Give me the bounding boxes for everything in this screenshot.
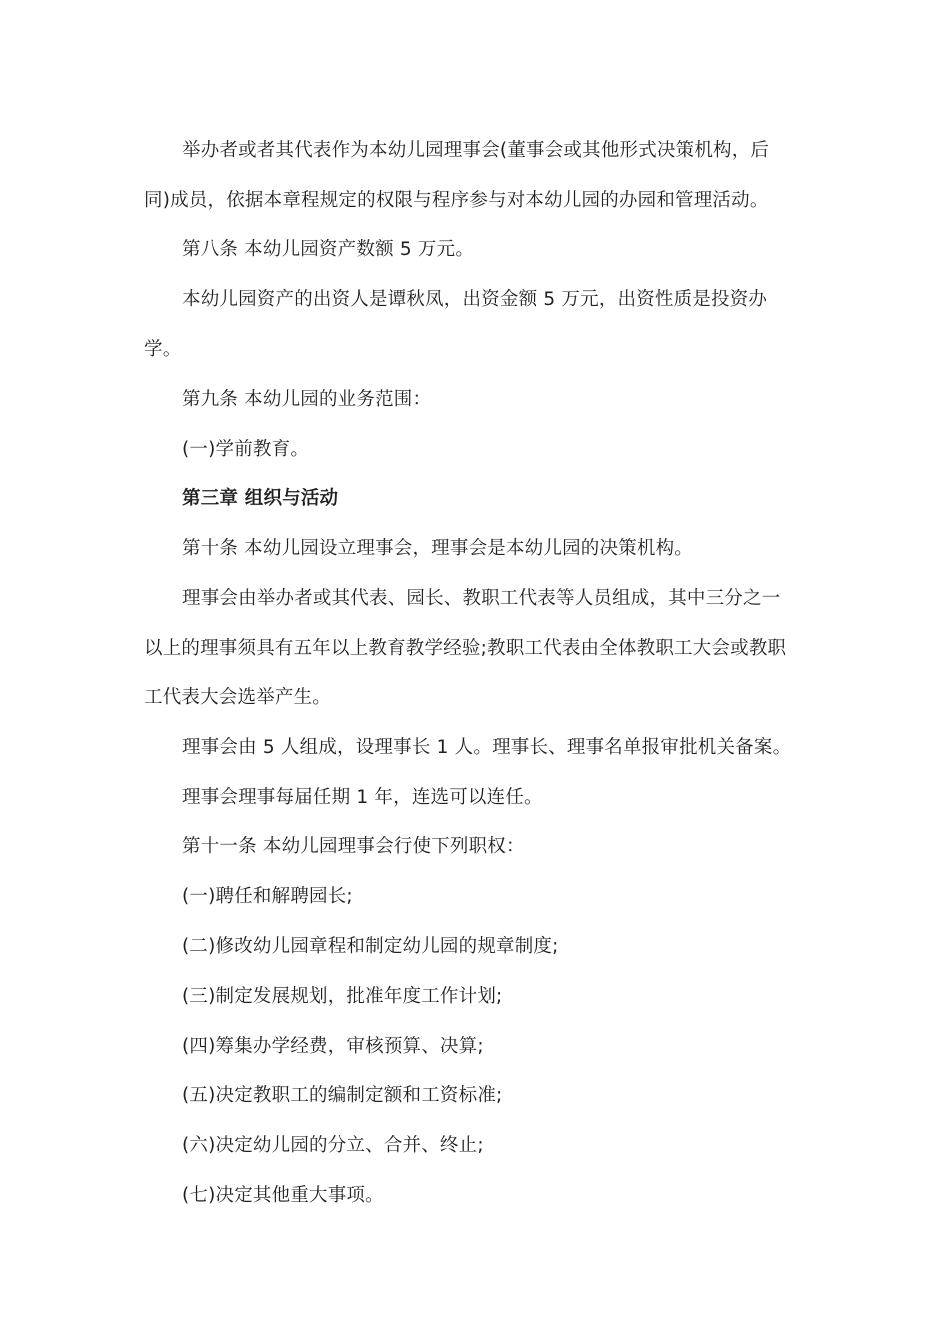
list-item: (五)决定教职工的编制定额和工资标准; <box>182 1085 503 1106</box>
paragraph-line: 举办者或者其代表作为本幼儿园理事会(董事会或其他形式决策机构，后 <box>182 140 770 161</box>
list-item: (七)决定其他重大事项。 <box>182 1185 384 1206</box>
paragraph-line: 学。 <box>144 339 182 360</box>
paragraph-line: 工代表大会选举产生。 <box>144 687 332 708</box>
paragraph-line: 理事会由 5 人组成，设理事长 1 人。理事长、理事名单报审批机关备案。 <box>182 737 792 758</box>
paragraph-line: 同)成员，依据本章程规定的权限与程序参与对本幼儿园的办园和管理活动。 <box>144 190 769 211</box>
article-11: 第十一条 本幼儿园理事会行使下列职权： <box>182 836 525 857</box>
paragraph-line: 以上的理事须具有五年以上教育教学经验;教职工代表由全体教职工大会或教职 <box>144 638 787 659</box>
article-8: 第八条 本幼儿园资产数额 5 万元。 <box>182 239 475 260</box>
list-item: (二)修改幼儿园章程和制定幼儿园的规章制度; <box>182 936 559 957</box>
list-item: (一)聘任和解聘园长; <box>182 886 353 907</box>
paragraph-line: 理事会理事每届任期 1 年，连选可以连任。 <box>182 787 543 808</box>
list-item: (三)制定发展规划，批准年度工作计划; <box>182 986 503 1007</box>
article-10: 第十条 本幼儿园设立理事会，理事会是本幼儿园的决策机构。 <box>182 538 693 559</box>
chapter-heading: 第三章 组织与活动 <box>182 488 339 509</box>
paragraph-line: 本幼儿园资产的出资人是谭秋凤，出资金额 5 万元，出资性质是投资办 <box>182 289 768 310</box>
list-item: (四)筹集办学经费，审核预算、决算; <box>182 1036 484 1057</box>
paragraph-line: 理事会由举办者或其代表、园长、教职工代表等人员组成，其中三分之一 <box>182 588 781 609</box>
list-item: (一)学前教育。 <box>182 439 310 460</box>
article-9: 第九条 本幼儿园的业务范围： <box>182 389 432 410</box>
list-item: (六)决定幼儿园的分立、合并、终止; <box>182 1135 484 1156</box>
